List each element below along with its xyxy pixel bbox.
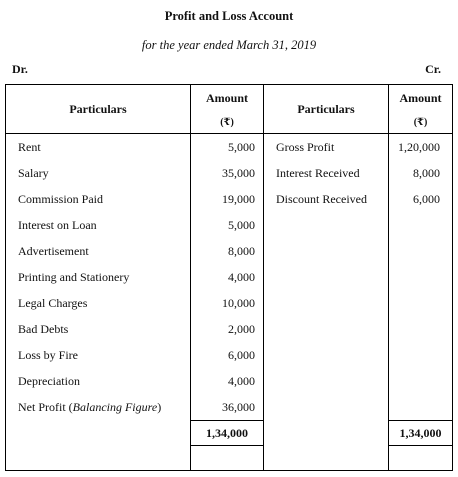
credit-item-empty — [264, 264, 389, 290]
debit-amount-label: Amount — [205, 91, 248, 105]
debit-currency-label: (₹) — [220, 117, 234, 128]
debit-amount: 4,000 — [191, 264, 264, 290]
debit-amount: 10,000 — [191, 290, 264, 316]
debit-item: Depreciation — [6, 368, 191, 394]
ledger-row — [6, 134, 453, 161]
debit-item: Loss by Fire — [6, 342, 191, 368]
ledger-row — [6, 212, 453, 238]
debit-particulars-header: Particulars — [6, 85, 191, 134]
ledger-row — [6, 290, 453, 316]
debit-item: Bad Debts — [6, 316, 191, 342]
balancing-figure-note: Balancing Figure — [72, 399, 158, 414]
credit-amount-label: Amount — [399, 91, 442, 105]
totals-spacer — [6, 421, 191, 446]
debit-amount: 4,000 — [191, 368, 264, 394]
debit-amount: 2,000 — [191, 316, 264, 342]
credit-amount: 6,000 — [389, 186, 453, 212]
ledger-row — [6, 368, 453, 394]
credit-particulars-header: Particulars — [264, 85, 389, 134]
credit-amount-empty — [389, 316, 453, 342]
ledger-row — [6, 264, 453, 290]
debit-amount: 35,000 — [191, 160, 264, 186]
credit-item: Discount Received — [264, 186, 389, 212]
debit-item: Salary — [6, 160, 191, 186]
credit-amount-header — [389, 85, 453, 134]
credit-item-empty — [264, 316, 389, 342]
credit-amount-empty — [389, 394, 453, 421]
credit-item-empty — [264, 290, 389, 316]
debit-amount: 6,000 — [191, 342, 264, 368]
credit-amount-empty — [389, 290, 453, 316]
debit-item: Legal Charges — [6, 290, 191, 316]
credit-item: Interest Received — [264, 160, 389, 186]
credit-amount-empty — [389, 212, 453, 238]
debit-amount: 8,000 — [191, 238, 264, 264]
credit-item-empty — [264, 394, 389, 421]
credit-item: Gross Profit — [264, 134, 389, 161]
credit-amount-empty — [389, 238, 453, 264]
debit-item: Advertisement — [6, 238, 191, 264]
credit-amount-empty — [389, 368, 453, 394]
totals-row — [6, 421, 453, 446]
ledger-row — [6, 316, 453, 342]
closing-row — [6, 446, 453, 471]
credit-item-empty — [264, 342, 389, 368]
ledger-row — [6, 342, 453, 368]
credit-currency-label: (₹) — [413, 117, 428, 128]
ledger-row — [6, 394, 453, 421]
ledger-row — [6, 186, 453, 212]
ledger-row — [6, 160, 453, 186]
net-profit-suffix: ) — [157, 399, 162, 414]
debit-amount: 19,000 — [191, 186, 264, 212]
credit-item-empty — [264, 368, 389, 394]
credit-amount: 8,000 — [389, 160, 453, 186]
debit-side-label: Dr. — [12, 62, 28, 76]
credit-amount-empty — [389, 264, 453, 290]
net-profit-label: Net Profit ( — [18, 399, 73, 414]
debit-total: 1,34,000 — [191, 421, 264, 446]
header-row — [6, 85, 453, 134]
credit-amount-empty — [389, 342, 453, 368]
credit-item-empty — [264, 212, 389, 238]
ledger-row — [6, 238, 453, 264]
account-period: for the year ended March 31, 2019 — [141, 38, 317, 52]
closing-cell — [264, 446, 389, 471]
closing-cell — [191, 446, 264, 471]
profit-loss-table — [5, 84, 453, 471]
debit-amount: 5,000 — [191, 212, 264, 238]
debit-item: Printing and Stationery — [6, 264, 191, 290]
debit-item: Commission Paid — [6, 186, 191, 212]
debit-item: Interest on Loan — [6, 212, 191, 238]
closing-cell — [389, 446, 453, 471]
debit-amount-header — [191, 85, 264, 134]
net-profit-amount: 36,000 — [191, 394, 264, 421]
credit-item-empty — [264, 238, 389, 264]
debit-item: Rent — [6, 134, 191, 161]
credit-amount: 1,20,000 — [389, 134, 453, 161]
net-profit-item — [6, 394, 191, 421]
totals-spacer — [264, 421, 389, 446]
debit-amount: 5,000 — [191, 134, 264, 161]
credit-total: 1,34,000 — [389, 421, 453, 446]
closing-cell — [6, 446, 191, 471]
credit-side-label: Cr. — [425, 62, 441, 76]
account-title: Profit and Loss Account — [164, 9, 294, 23]
